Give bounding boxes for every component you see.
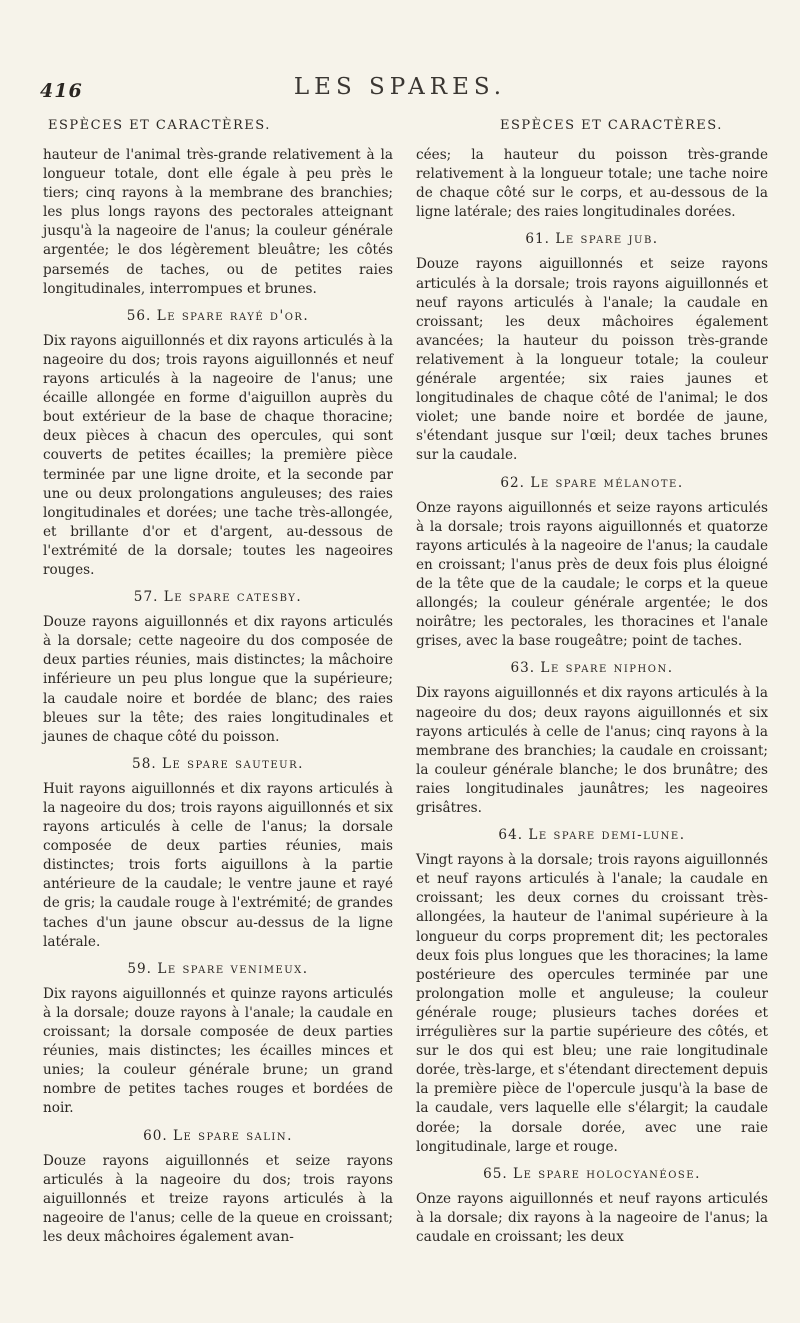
species-heading <box>416 1165 768 1184</box>
species-heading <box>43 755 393 774</box>
species-name: Le spare mélanote. <box>530 474 684 491</box>
species-name: Le spare catesby. <box>163 589 303 606</box>
species-number: 65. <box>483 1165 508 1182</box>
species-heading <box>43 1127 393 1146</box>
species-heading <box>416 474 768 493</box>
species-heading <box>43 588 393 607</box>
species-description: Dix rayons aiguillonnés et quinze rayons articulés à la dorsale; douze rayons à l'anale; la caudale en croissant; la dorsale composée de deux parties réunies, mais distinctes; les écailles minces et unies; la couleur générale brune; un grand nombre de petites taches rouges et bordées de noir. <box>43 985 393 1117</box>
species-name: Le spare holocyanéose. <box>513 1165 701 1182</box>
species-description: Huit rayons aiguillonnés et dix rayons articulés à la nageoire du dos; trois rayons aiguillonnés et six rayons articulés à celle de l'anus; la dorsale composée de deux parties réunies, mais distinctes; trois forts aiguillons à la partie antérieure de la caudale; le ventre jaune et rayé de gris; la caudale rouge à l'extrémité; de grandes taches d'un jaune obscur au-dessus de la ligne latérale. <box>43 780 393 950</box>
species-number: 56. <box>126 307 152 324</box>
species-number: 60. <box>143 1127 168 1144</box>
species-description: Douze rayons aiguillonnés et seize rayons articulés à la nageoire du dos; trois rayons aiguillonnés et treize rayons articulés à la nageoire de l'anus; celle de la queue en croissant; les deux mâchoires également avan- <box>43 1152 393 1245</box>
species-description: cées; la hauteur du poisson très-grande relativement à la longueur totale; une tache noire de chaque côté sur le corps, et au-dessous de la ligne latérale; des raies longitudinales dorées. <box>416 147 768 221</box>
species-description: Vingt rayons à la dorsale; trois rayons aiguillonnés et neuf rayons articulés à l'anale; la caudale en croissant; les deux cornes du croissant très-allongées, la hauteur de l'animal supérieure à la longueur du corps proprement dit; les pectorales deux fois plus longues que les thoracines; la lame postérieure des opercules terminée par une prolongation molle et anguleuse; la couleur générale rouge; plusieurs taches dorées et irrégulières sur la partie supérieure des côtés, et sur le dos qui est bleu; une raie longitudinale dorée, très-large, et s'étendant directement depuis la première pièce de l'opercule jusqu'à la base de la caudale, vers laquelle elle s'élargit; la caudale dorée; la dorsale dorée, avec une raie longitudinale, large et rouge. <box>416 852 768 1155</box>
species-number: 57. <box>133 589 159 606</box>
species-name: Le spare venimeux. <box>157 960 309 977</box>
species-heading <box>43 960 393 979</box>
right-column-heading: ESPÈCES ET CARACTÈRES. <box>500 118 723 133</box>
species-name: Le spare jub. <box>555 231 659 248</box>
species-description: Dix rayons aiguillonnés et dix rayons articulés à la nageoire du dos; deux rayons aiguillonnés et six rayons articulés à celle de l'anus; cinq rayons à la membrane des branchies; la caudale en croissant; la couleur générale blanche; le dos brunâtre; des raies longitudinales jaunâtres; les nageoires grisâtres. <box>416 685 768 816</box>
page-number: 416 <box>40 80 83 102</box>
species-number: 64. <box>498 827 524 844</box>
species-number: 61. <box>525 231 550 248</box>
species-description: Onze rayons aiguillonnés et neuf rayons articulés à la dorsale; dix rayons à la nageoire de l'anus; la caudale en croissant; les deux <box>416 1190 768 1245</box>
species-name: Le spare rayé d'or. <box>156 307 310 324</box>
left-text-column <box>43 146 393 1251</box>
species-number: 59. <box>127 960 152 977</box>
running-title: LES SPARES. <box>293 74 507 100</box>
species-description: Onze rayons aiguillonnés et seize rayons articulés à la dorsale; trois rayons aiguillonnés et quatorze rayons articulés à la nageoire de l'anus; la caudale en croissant; l'anus près de deux fois plus éloigné de la tête que de la caudale; le corps et la queue allongés; la couleur générale argentée; le dos noirâtre; les pectorales, les thoracines et l'anale grises, avec la base rougeâtre; point de taches. <box>416 499 768 650</box>
species-number: 63. <box>510 660 536 677</box>
species-heading <box>416 659 768 678</box>
species-name: Le spare sauteur. <box>162 755 304 772</box>
species-description: Dix rayons aiguillonnés et dix rayons articulés à la nageoire du dos; trois rayons aiguillonnés et neuf rayons articulés à la nageoire de l'anus; une écaille allongée en forme d'aiguillon auprès du bout extérieur de la base de chaque thoracine; deux pièces à chacun des opercules, qui sont couverts de petites écailles; la première pièce terminée par une ligne droite, et la seconde par une ou deux prolongations anguleuses; des raies longitudinales et dorées; une tache très-allongée, et brillante d'or et d'argent, au-dessous de l'extrémité de la dorsale; toutes les nageoires rouges. <box>43 332 393 578</box>
species-description: Douze rayons aiguillonnés et seize rayons articulés à la dorsale; trois rayons aiguillonnés et neuf rayons articulés à l'anale; la caudale en croissant; les deux mâchoires également avancées; la hauteur du poisson très-grande relativement à la longueur totale; la couleur générale argentée; six raies jaunes et longitudinales de chaque côté de l'animal; le dos violet; une bande noire et bordée de jaune, s'étendant jusque sur l'œil; deux taches brunes sur la caudale. <box>416 256 768 464</box>
species-name: Le spare salin. <box>173 1127 293 1144</box>
left-column-heading: ESPÈCES ET CARACTÈRES. <box>48 118 271 133</box>
species-heading <box>416 230 768 249</box>
species-heading <box>416 826 768 845</box>
species-name: Le spare demi-lune. <box>528 827 686 844</box>
species-description: Douze rayons aiguillonnés et dix rayons articulés à la dorsale; cette nageoire du dos composée de deux parties réunies, mais distinctes; la mâchoire inférieure un peu plus longue que la supérieure; la caudale noire et bordée de blanc; des raies bleues sur la tête; des raies longitudinales et jaunes de chaque côté du poisson. <box>43 614 393 745</box>
species-number: 58. <box>132 755 157 772</box>
species-heading <box>43 307 393 326</box>
species-number: 62. <box>500 474 525 491</box>
species-name: Le spare niphon. <box>540 660 674 677</box>
right-text-column <box>416 146 768 1251</box>
species-description: hauteur de l'animal très-grande relativement à la longueur totale, dont elle égale à peu près le tiers; cinq rayons à la membrane des branchies; les plus longs rayons des pectorales atteignant jusqu'à la nageoire de l'anus; la couleur générale argentée; le dos légèrement bleuâtre; les côtés parsemés de taches, ou de petites raies longitudinales, interrompues et brunes. <box>43 147 393 297</box>
